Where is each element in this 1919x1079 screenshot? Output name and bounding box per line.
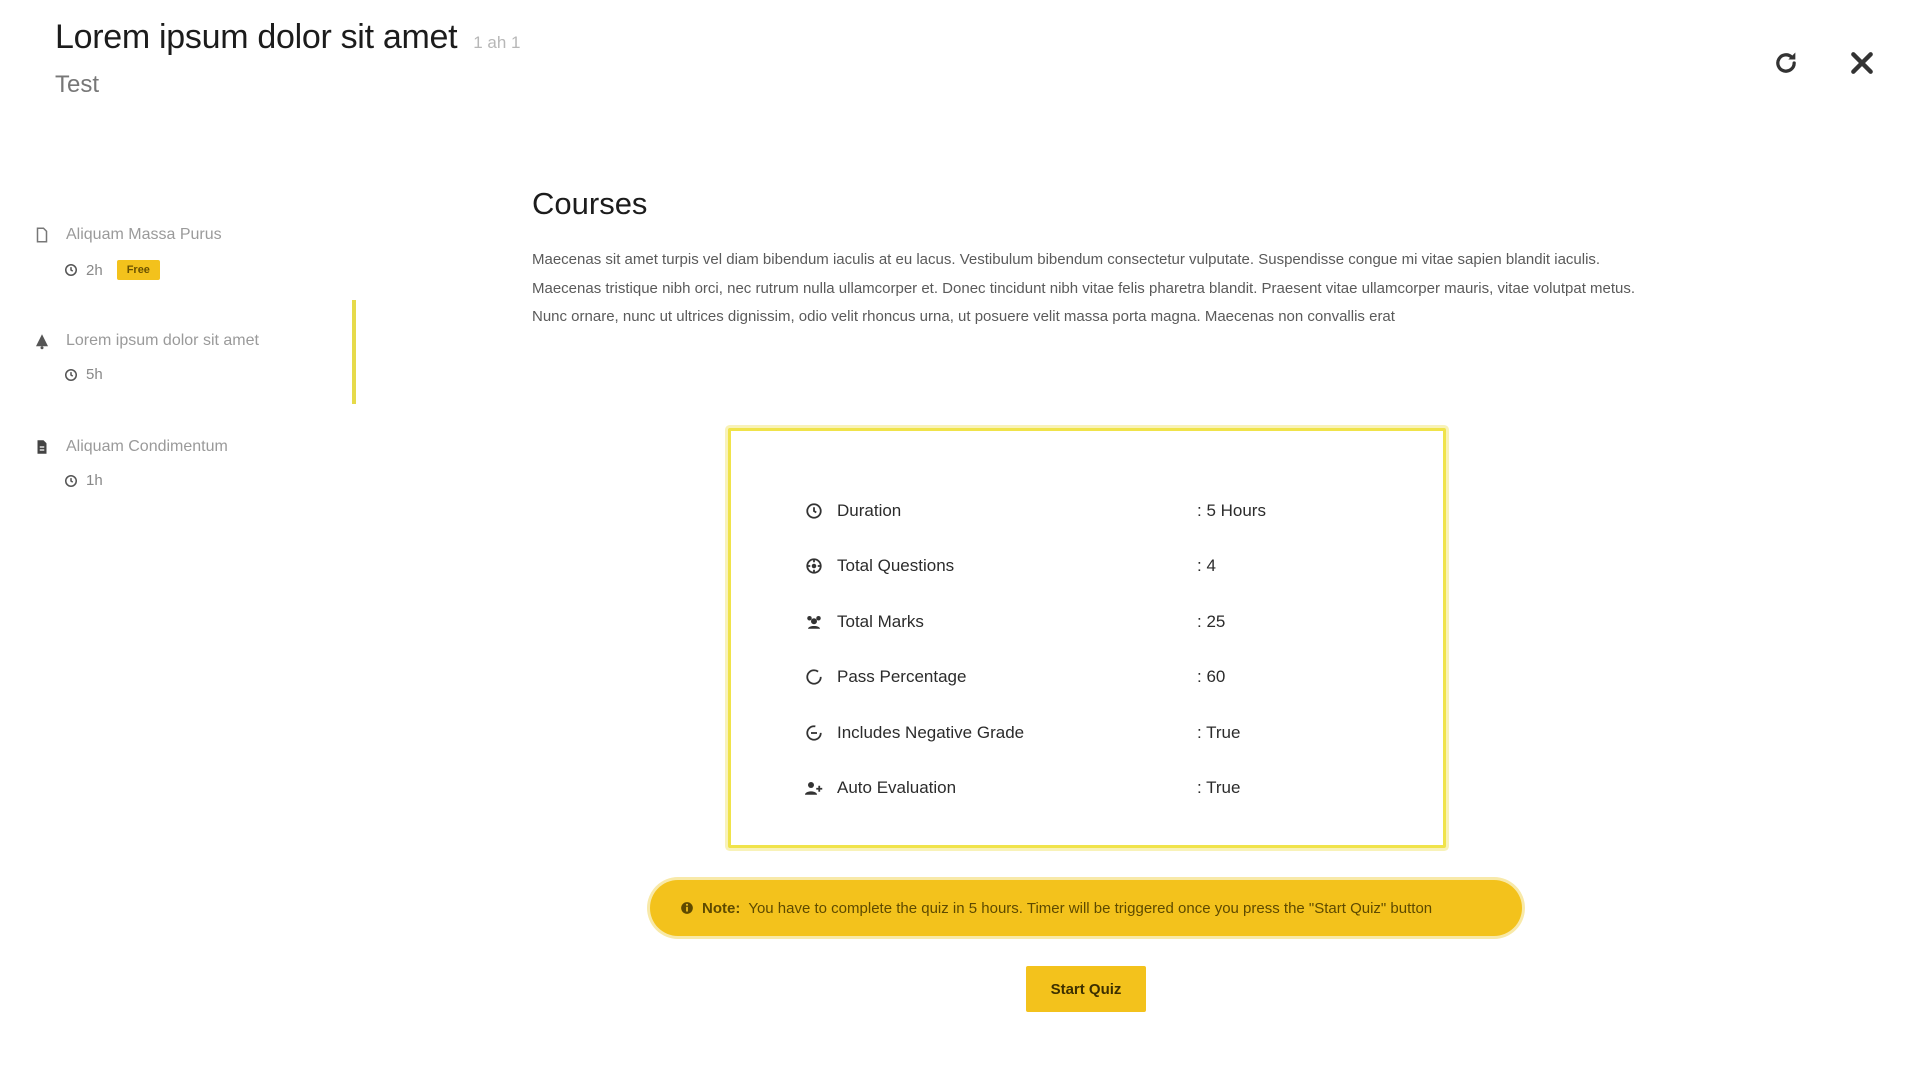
- document-icon: [32, 437, 52, 457]
- info-label: Duration: [837, 500, 902, 520]
- active-indicator: [352, 300, 356, 404]
- info-row-pass-percentage: [803, 650, 1363, 706]
- lesson-item[interactable]: [32, 220, 356, 326]
- info-value: : 5 Hours: [1197, 500, 1266, 520]
- main-content: [532, 186, 1642, 332]
- clock-icon: [64, 368, 78, 382]
- start-quiz-button[interactable]: Start Quiz: [1026, 966, 1146, 1012]
- bell-icon: [32, 331, 52, 351]
- lesson-item[interactable]: [32, 432, 356, 538]
- note-label: Note:: [702, 899, 741, 917]
- page-title: Lorem ipsum dolor sit amet: [55, 18, 458, 56]
- percent-icon: [803, 666, 825, 688]
- page-header: [55, 18, 521, 99]
- negative-icon: [803, 722, 825, 744]
- header-actions: [1771, 48, 1877, 78]
- info-label: Pass Percentage: [837, 667, 967, 687]
- info-label: Includes Negative Grade: [837, 722, 1025, 742]
- info-row-negative-grade: [803, 705, 1363, 761]
- info-value: : True: [1197, 778, 1241, 798]
- info-row-total-marks: [803, 594, 1363, 650]
- refresh-button[interactable]: [1771, 48, 1801, 78]
- file-icon: [32, 225, 52, 245]
- lesson-duration: 5h: [86, 366, 103, 383]
- lesson-sidebar: [32, 220, 356, 538]
- note-text: You have to complete the quiz in 5 hours. Timer will be triggered once you press the "Start Quiz" button: [748, 899, 1433, 917]
- free-badge: Free: [117, 260, 160, 280]
- section-title: Courses: [532, 186, 648, 221]
- lesson-item-active[interactable]: [32, 326, 356, 432]
- info-value: : 25: [1197, 611, 1226, 631]
- close-icon: [1849, 50, 1875, 76]
- marks-icon: [803, 611, 825, 633]
- lesson-duration: 1h: [86, 472, 103, 489]
- info-row-total-questions: [803, 539, 1363, 595]
- section-description: Maecenas sit amet turpis vel diam bibendum iaculis at eu lacus. Vestibulum bibendum consectetur vulputate. Suspendisse congue mi vitae sapien blandit iaculis. Maecenas tristique nibh orci, nec rutrum nulla ullamcorper et. Donec tincidunt nibh vitae felis pharetra blandit. Praesent vitae ullamcorper mauris, vitae volutpat metus. Nunc ornare, nunc ut ultrices dignissim, odio velit rhoncus urna, ut posuere velit massa porta magna. Maecenas non convallis erat: [532, 251, 1636, 325]
- lesson-duration: 2h: [86, 261, 103, 279]
- page-subtitle: Test: [55, 71, 100, 98]
- info-label: Total Marks: [837, 611, 924, 631]
- info-row-auto-evaluation: [803, 761, 1363, 817]
- note-bar: [650, 880, 1522, 936]
- users-icon: [803, 777, 825, 799]
- info-label: Auto Evaluation: [837, 778, 957, 798]
- quiz-info-card: [728, 428, 1446, 848]
- duration-tag: 1 ah 1: [473, 33, 521, 52]
- close-button[interactable]: [1847, 48, 1877, 78]
- refresh-icon: [1772, 49, 1800, 77]
- lesson-title: Aliquam Condimentum: [66, 438, 228, 455]
- lesson-title: Aliquam Massa Purus: [66, 226, 222, 243]
- info-icon: [680, 901, 694, 915]
- question-icon: [803, 555, 825, 577]
- clock-icon: [803, 500, 825, 522]
- info-label: Total Questions: [837, 556, 955, 576]
- lesson-title: Lorem ipsum dolor sit amet: [66, 332, 259, 349]
- info-value: : 60: [1197, 667, 1226, 687]
- info-value: : 4: [1197, 556, 1216, 576]
- info-row-duration: [803, 483, 1363, 539]
- clock-icon: [64, 263, 78, 277]
- info-value: : True: [1197, 722, 1241, 742]
- clock-icon: [64, 474, 78, 488]
